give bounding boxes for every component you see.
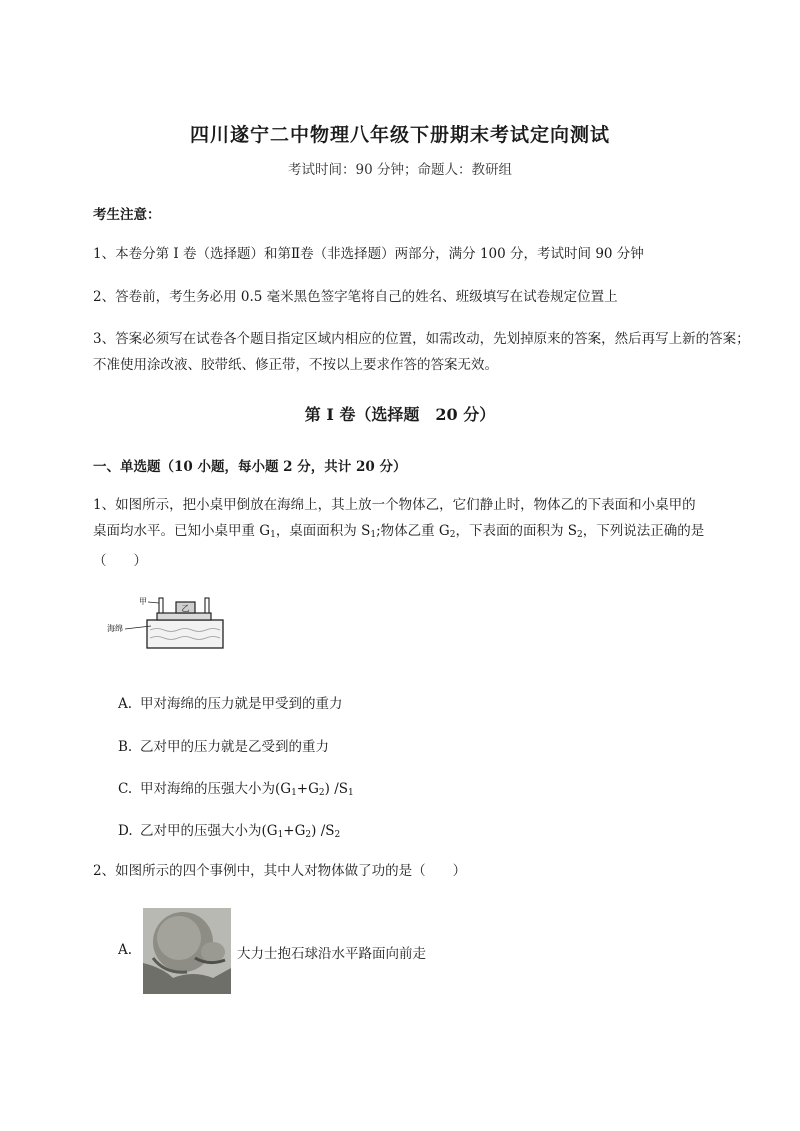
exam-title: 四川遂宁二中物理八年级下册期末考试定向测试	[189, 124, 610, 146]
section-title: 第 I 卷（选择题 20 分）	[304, 405, 496, 424]
question-1-line-2: 桌面均水平。已知小桌甲重 $G_1$，桌面面积为 $S_1$;物体乙重 $G_2$，下表面的面积为 $S_2$，下列说法正确的是	[93, 523, 705, 540]
question-1-option-c[interactable]: C. 甲对海绵的压强大小为$(G_1+G_2)$ $/S_1$	[118, 781, 354, 798]
figure-label-sponge: 海绵	[107, 624, 123, 633]
figure-label-jia: 甲	[139, 597, 147, 606]
question-1-option-d[interactable]: D. 乙对甲的压强大小为$(G_1+G_2)$ $/S_2$	[118, 823, 341, 840]
notice-item-1: 1、本卷分第 I 卷（选择题）和第Ⅱ卷（非选择题）两部分，满分 100 分，考试时间 90 分钟	[93, 246, 644, 262]
exam-subtitle: 考试时间：90 分钟；命题人：教研组	[288, 162, 512, 178]
strongman-stone-ball-photo	[143, 908, 231, 994]
question-2-option-a-label[interactable]: A.	[118, 942, 133, 958]
question-1-option-b[interactable]: B. 乙对甲的压力就是乙受到的重力	[118, 739, 329, 755]
notice-item-2: 2、答卷前，考生务必用 0.5 毫米黑色签字笔将自己的姓名、班级填写在试卷规定位置上	[93, 289, 618, 305]
part-heading: 一、单选题（10 小题，每小题 2 分，共计 20 分）	[93, 459, 407, 475]
question-1-stem	[93, 492, 755, 574]
notice-item-3: 3、答案必须写在试卷各个题目指定区域内相应的位置，如需改动，先划掉原来的答案，然后再写上新的答案；不准使用涂改液、胶带纸、修正带，不按以上要求作答的答案无效。	[93, 331, 750, 373]
question-1-option-a[interactable]: A. 甲对海绵的压力就是甲受到的重力	[118, 696, 343, 712]
figure-label-yi: 乙	[181, 604, 190, 613]
question-1-line-3: （ ）	[93, 553, 147, 569]
question-2-stem: 2、如图所示的四个事例中，其中人对物体做了功的是（ ）	[93, 863, 467, 879]
question-1-line-1: 1、如图所示，把小桌甲倒放在海绵上，其上放一个物体乙，它们静止时，物体乙的下表面和小桌甲的	[93, 497, 696, 513]
notice-heading: 考生注意：	[93, 207, 161, 223]
table-on-sponge-figure	[107, 594, 227, 650]
question-2-option-a-text: 大力士抱石球沿水平路面向前走	[237, 946, 426, 962]
